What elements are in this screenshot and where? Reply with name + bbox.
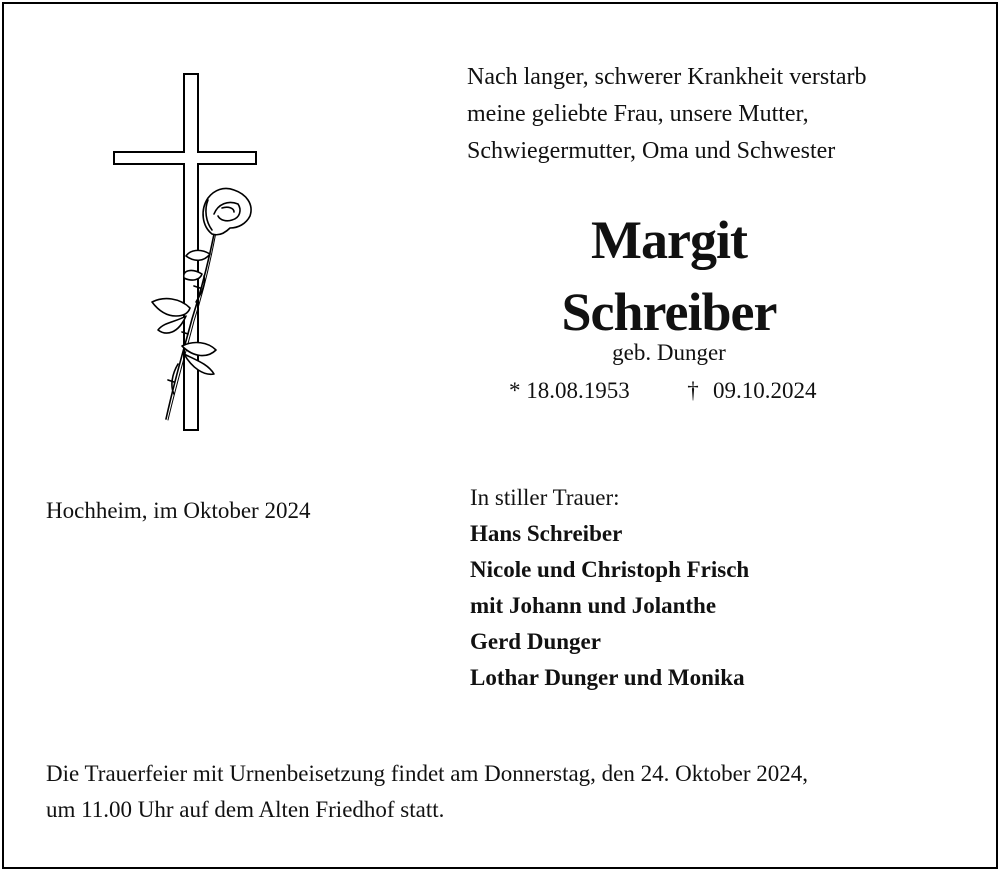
- place-date: Hochheim, im Oktober 2024: [46, 498, 311, 523]
- mourner-name: Nicole und Christoph Frisch: [470, 557, 750, 582]
- rose-icon: [152, 188, 251, 420]
- mourner-name: Lothar Dunger und Monika: [470, 665, 745, 690]
- mourner-name: Gerd Dunger: [470, 629, 601, 654]
- death-date-group: [681, 376, 817, 406]
- obituary-notice: [2, 2, 998, 869]
- deceased-name: [469, 204, 869, 348]
- intro-line: Schwiegermutter, Oma und Schwester: [467, 138, 836, 164]
- birth-date-group: [509, 376, 630, 406]
- death-cross-icon: †: [687, 378, 699, 403]
- funeral-line: um 11.00 Uhr auf dem Alten Friedhof statt.: [46, 797, 445, 822]
- intro-line: Nach langer, schwerer Krankheit verstarb: [467, 64, 867, 90]
- mourners-list: [470, 480, 749, 696]
- last-name: Schreiber: [561, 282, 777, 342]
- birth-date: 18.08.1953: [526, 378, 630, 403]
- mourner-name: mit Johann und Jolanthe: [470, 593, 717, 618]
- maiden-name: geb. Dunger: [612, 340, 726, 365]
- mourners-label: In stiller Trauer:: [470, 485, 620, 510]
- birth-symbol: *: [509, 378, 521, 403]
- cross-with-rose-emblem: [104, 64, 264, 444]
- death-date: 09.10.2024: [713, 378, 817, 403]
- intro-line: meine geliebte Frau, unsere Mutter,: [467, 101, 809, 127]
- intro-text: [467, 59, 943, 170]
- mourner-name: Hans Schreiber: [470, 521, 623, 546]
- first-name: Margit: [591, 210, 747, 270]
- funeral-line: Die Trauerfeier mit Urnenbeisetzung findet am Donnerstag, den 24. Oktober 2024,: [46, 761, 808, 786]
- funeral-info: [46, 756, 956, 828]
- cross-icon: [114, 74, 256, 430]
